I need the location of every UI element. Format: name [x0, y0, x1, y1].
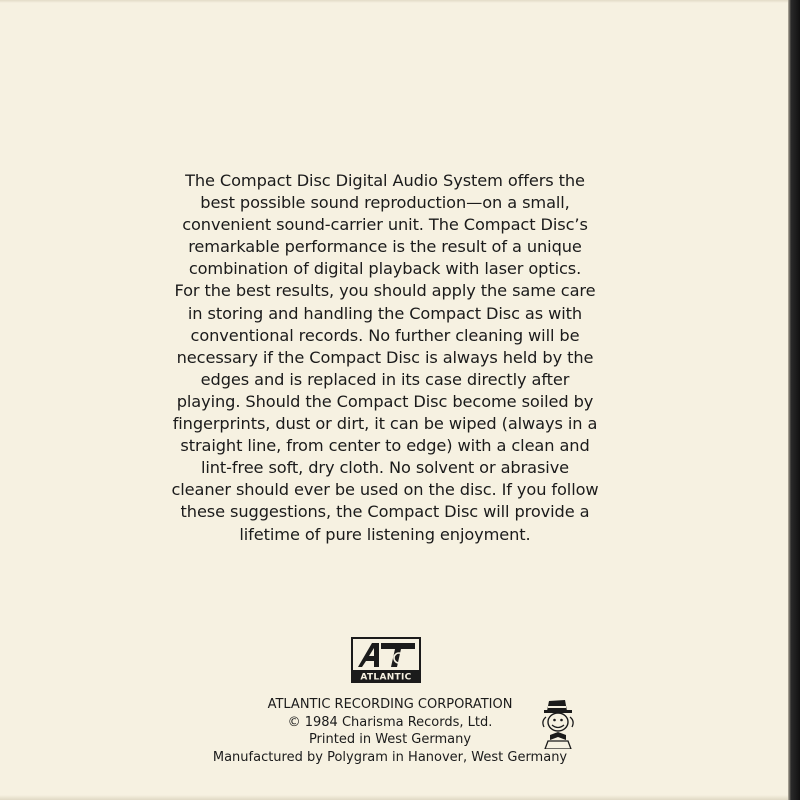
compact-disc-care-text	[140, 170, 630, 546]
body-text-line: lint-free soft, dry cloth. No solvent or abrasive	[200, 458, 570, 478]
body-text-line: playing. Should the Compact Disc become soiled by	[176, 391, 594, 411]
body-text-line: straight line, from center to edge) with a clean and	[180, 436, 590, 456]
body-text-line: these suggestions, the Compact Disc will provide a	[180, 502, 590, 522]
body-text-line: best possible sound reproduction—on a small,	[200, 193, 570, 213]
page-bottom-edge	[0, 795, 790, 800]
charisma-mad-hatter-icon	[538, 697, 578, 749]
body-text-line: cleaner should ever be used on the disc. If you follow	[171, 480, 599, 500]
company-name: ATLANTIC RECORDING CORPORATION	[267, 697, 513, 712]
manufacturer-notice: Manufactured by Polygram in Hanover, West Germany	[212, 749, 568, 765]
body-text-line: remarkable performance is the result of a unique	[188, 237, 582, 257]
footer-credits	[180, 696, 600, 766]
body-text-line: fingerprints, dust or dirt, it can be wiped (always in a	[172, 414, 598, 434]
body-text-line: conventional records. No further cleaning will be	[190, 325, 580, 345]
page-top-edge	[0, 0, 790, 3]
body-text-line: necessary if the Compact Disc is always held by the	[176, 347, 594, 367]
body-text-line: lifetime of pure listening enjoyment.	[239, 524, 531, 544]
atlantic-records-logo-icon	[351, 637, 421, 683]
printed-in-notice: Printed in West Germany	[308, 732, 472, 747]
body-text-line: in storing and handling the Compact Disc as with	[187, 303, 583, 323]
atlantic-wordmark: ATLANTIC	[360, 672, 412, 683]
body-text-line: The Compact Disc Digital Audio System offers the	[185, 171, 585, 190]
body-text-line: edges and is replaced in its case directly after	[200, 369, 570, 389]
body-text-line: combination of digital playback with laser optics.	[188, 259, 582, 279]
body-text-line: For the best results, you should apply the same care	[174, 281, 596, 301]
copyright-notice: © 1984 Charisma Records, Ltd.	[287, 714, 493, 730]
body-text-line: convenient sound-carrier unit. The Compact Disc’s	[182, 215, 588, 235]
page-right-edge	[788, 0, 800, 800]
